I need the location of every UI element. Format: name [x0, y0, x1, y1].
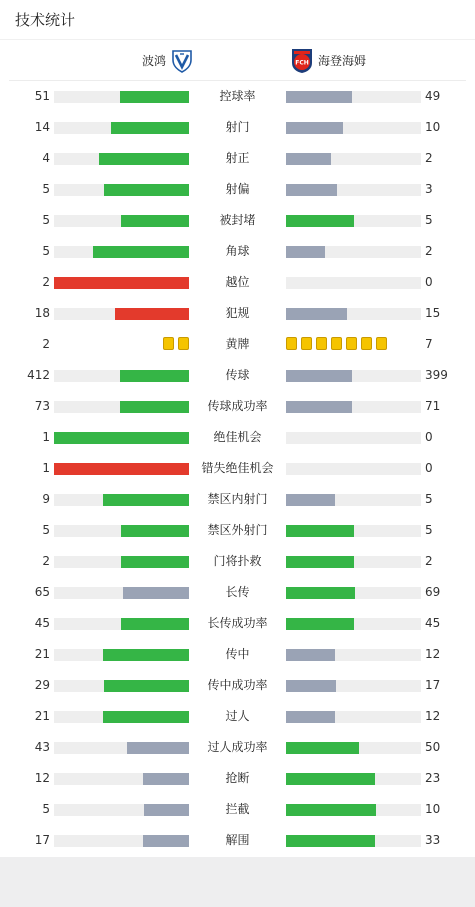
stat-row	[0, 174, 475, 205]
away-stat-bar-fill	[286, 308, 347, 320]
stat-label: 拦截	[225, 802, 250, 816]
home-stat-bar	[54, 401, 189, 413]
stat-row	[0, 236, 475, 267]
stat-label: 门将扑救	[213, 554, 262, 568]
home-stat-value: 12	[34, 771, 50, 785]
stat-row	[0, 515, 475, 546]
away-team[interactable]	[291, 40, 366, 81]
stat-row	[0, 143, 475, 174]
away-stat-value: 2	[425, 244, 433, 258]
away-stat-bar	[286, 122, 421, 134]
stat-label: 犯规	[225, 306, 250, 320]
away-stat-value: 12	[425, 647, 441, 661]
home-stat-value: 9	[42, 492, 50, 506]
stat-row	[0, 794, 475, 825]
stat-label: 错失绝佳机会	[201, 461, 274, 475]
away-stat-value: 5	[425, 213, 433, 227]
away-stat-value: 69	[425, 585, 441, 599]
away-stat-bar	[286, 153, 421, 165]
away-team-name: 海登海姆	[318, 54, 367, 68]
home-stat-bar	[54, 618, 189, 630]
home-stat-bar-fill	[111, 122, 189, 134]
away-stat-value: 15	[425, 306, 441, 320]
stat-label: 传球成功率	[207, 399, 268, 413]
away-stat-value: 33	[425, 833, 441, 847]
away-stat-value: 7	[425, 337, 433, 351]
away-stat-bar-fill	[286, 246, 325, 258]
home-stat-bar-fill	[54, 432, 189, 444]
away-stat-bar	[286, 742, 421, 754]
home-stat-value: 21	[34, 647, 50, 661]
away-yellow-cards	[286, 337, 387, 350]
away-stat-bar-fill	[286, 401, 352, 413]
home-stat-value: 5	[42, 213, 50, 227]
home-stat-value: 5	[42, 802, 50, 816]
yellow-card-icon	[331, 337, 342, 350]
home-stat-value: 1	[42, 430, 50, 444]
teams-header	[9, 40, 466, 81]
home-stat-value: 2	[42, 275, 50, 289]
stat-row	[0, 360, 475, 391]
home-stat-value: 2	[42, 337, 50, 351]
away-stat-bar	[286, 649, 421, 661]
page-title: 技术统计	[0, 0, 475, 40]
stat-label: 射偏	[225, 182, 250, 196]
away-stat-value: 399	[425, 368, 448, 382]
stat-row	[0, 329, 475, 360]
home-stat-value: 14	[34, 120, 50, 134]
home-stat-bar-fill	[120, 401, 189, 413]
home-stat-bar	[54, 153, 189, 165]
away-stat-value: 12	[425, 709, 441, 723]
away-stat-value: 17	[425, 678, 441, 692]
home-stat-bar-fill	[144, 804, 189, 816]
away-stat-bar-fill	[286, 494, 335, 506]
away-stat-bar	[286, 525, 421, 537]
away-stat-bar-fill	[286, 556, 354, 568]
away-stat-value: 0	[425, 430, 433, 444]
stat-row	[0, 81, 475, 112]
away-stat-bar-fill	[286, 91, 352, 103]
away-stat-bar	[286, 680, 421, 692]
home-stat-value: 18	[34, 306, 50, 320]
away-stat-value: 5	[425, 523, 433, 537]
yellow-card-icon	[163, 337, 174, 350]
home-stat-bar	[54, 711, 189, 723]
home-stat-value: 29	[34, 678, 50, 692]
away-stat-bar	[286, 91, 421, 103]
away-stat-bar-fill	[286, 184, 337, 196]
stat-row	[0, 825, 475, 856]
home-stat-bar-fill	[127, 742, 189, 754]
away-stat-value: 45	[425, 616, 441, 630]
away-stat-bar	[286, 401, 421, 413]
stat-label: 传球	[225, 368, 250, 382]
stat-label: 禁区外射门	[207, 523, 268, 537]
home-stat-value: 65	[34, 585, 50, 599]
yellow-card-icon	[376, 337, 387, 350]
stat-label: 越位	[225, 275, 250, 289]
yellow-card-icon	[178, 337, 189, 350]
home-stat-bar	[54, 432, 189, 444]
away-stat-value: 49	[425, 89, 441, 103]
home-stat-bar-fill	[121, 556, 189, 568]
stat-row	[0, 701, 475, 732]
home-stat-bar	[54, 246, 189, 258]
stat-label: 射正	[225, 151, 250, 165]
home-stat-value: 5	[42, 182, 50, 196]
away-stat-bar	[286, 370, 421, 382]
home-stat-value: 412	[27, 368, 50, 382]
home-stat-bar-fill	[103, 494, 189, 506]
stat-row	[0, 763, 475, 794]
svg-text:FCH: FCH	[295, 59, 309, 66]
home-stat-bar	[54, 494, 189, 506]
home-stat-bar	[54, 742, 189, 754]
stat-row	[0, 639, 475, 670]
stat-row	[0, 112, 475, 143]
home-stat-value: 73	[34, 399, 50, 413]
stat-label: 角球	[225, 244, 250, 258]
home-stat-value: 5	[42, 244, 50, 258]
home-stat-bar	[54, 122, 189, 134]
away-stat-bar-fill	[286, 680, 336, 692]
stat-label: 传中	[225, 647, 250, 661]
away-stat-bar	[286, 184, 421, 196]
home-stat-value: 51	[34, 89, 50, 103]
away-stat-bar	[286, 277, 421, 289]
away-stat-bar-fill	[286, 742, 359, 754]
away-stat-value: 0	[425, 275, 433, 289]
home-stat-bar	[54, 680, 189, 692]
stat-label: 绝佳机会	[213, 430, 262, 444]
home-team-logo-icon	[170, 49, 194, 73]
home-stat-bar	[54, 804, 189, 816]
away-stat-bar-fill	[286, 215, 354, 227]
stat-label: 解围	[225, 833, 250, 847]
home-team[interactable]	[142, 40, 194, 81]
stat-label: 禁区内射门	[207, 492, 268, 506]
yellow-card-icon	[286, 337, 297, 350]
stat-row	[0, 484, 475, 515]
away-stat-value: 2	[425, 151, 433, 165]
home-stat-bar-fill	[121, 618, 189, 630]
home-stat-bar-fill	[121, 215, 189, 227]
away-stat-bar	[286, 556, 421, 568]
away-stat-value: 23	[425, 771, 441, 785]
stat-label: 控球率	[219, 89, 256, 103]
stat-row	[0, 391, 475, 422]
away-stat-bar-fill	[286, 711, 335, 723]
away-stat-bar-fill	[286, 835, 375, 847]
home-stat-bar	[54, 277, 189, 289]
home-stat-bar-fill	[99, 153, 189, 165]
away-stat-bar-fill	[286, 804, 376, 816]
home-team-name: 波鸿	[141, 54, 166, 68]
stat-row	[0, 670, 475, 701]
away-stat-bar-fill	[286, 773, 375, 785]
home-stat-bar-fill	[54, 463, 189, 475]
away-stat-value: 10	[425, 802, 441, 816]
home-stat-bar	[54, 525, 189, 537]
home-stat-bar-fill	[120, 370, 189, 382]
home-stat-bar-fill	[143, 835, 189, 847]
away-stat-bar-fill	[286, 153, 331, 165]
home-stat-value: 1	[42, 461, 50, 475]
home-stat-bar-fill	[104, 680, 189, 692]
stat-row	[0, 298, 475, 329]
stat-label: 抢断	[225, 771, 250, 785]
home-stat-bar-fill	[143, 773, 189, 785]
yellow-card-icon	[361, 337, 372, 350]
home-stat-bar	[54, 556, 189, 568]
stat-row	[0, 267, 475, 298]
home-stat-value: 4	[42, 151, 50, 165]
home-stat-bar-fill	[103, 711, 189, 723]
home-stat-bar-fill	[123, 587, 189, 599]
away-stat-bar-fill	[286, 587, 355, 599]
stat-label: 黄牌	[225, 337, 250, 351]
home-stat-bar-fill	[103, 649, 189, 661]
home-stat-bar	[54, 308, 189, 320]
away-stat-bar	[286, 773, 421, 785]
away-stat-value: 0	[425, 461, 433, 475]
away-stat-value: 3	[425, 182, 433, 196]
home-stat-bar	[54, 184, 189, 196]
stat-label: 被封堵	[219, 213, 256, 227]
home-stat-bar	[54, 773, 189, 785]
stat-label: 射门	[225, 120, 250, 134]
stat-row	[0, 608, 475, 639]
home-stat-bar	[54, 370, 189, 382]
home-stat-bar-fill	[104, 184, 189, 196]
home-stat-bar	[54, 215, 189, 227]
home-stat-bar-fill	[93, 246, 189, 258]
stat-row	[0, 546, 475, 577]
yellow-card-icon	[301, 337, 312, 350]
away-stat-bar-fill	[286, 122, 343, 134]
away-stat-value: 50	[425, 740, 441, 754]
home-stat-value: 17	[34, 833, 50, 847]
away-stat-value: 10	[425, 120, 441, 134]
home-stat-bar	[54, 835, 189, 847]
stat-row	[0, 453, 475, 484]
stat-row	[0, 205, 475, 236]
away-stat-bar	[286, 835, 421, 847]
away-stat-value: 2	[425, 554, 433, 568]
away-stat-bar	[286, 711, 421, 723]
home-stat-value: 2	[42, 554, 50, 568]
away-stat-bar-fill	[286, 618, 354, 630]
home-stat-bar	[54, 649, 189, 661]
away-stat-bar	[286, 587, 421, 599]
away-stat-bar-fill	[286, 525, 354, 537]
yellow-card-icon	[316, 337, 327, 350]
away-stat-value: 5	[425, 492, 433, 506]
away-stat-bar	[286, 215, 421, 227]
away-stat-bar-fill	[286, 649, 335, 661]
away-stat-bar	[286, 308, 421, 320]
away-stat-bar-fill	[286, 370, 352, 382]
away-stat-bar	[286, 432, 421, 444]
away-team-logo-icon	[291, 48, 313, 74]
away-stat-value: 71	[425, 399, 441, 413]
stat-label: 过人成功率	[207, 740, 268, 754]
home-stat-bar-fill	[121, 525, 189, 537]
stat-row	[0, 732, 475, 763]
away-stat-bar	[286, 246, 421, 258]
home-stat-bar	[54, 463, 189, 475]
home-stat-bar-fill	[120, 91, 189, 103]
away-stat-bar	[286, 618, 421, 630]
home-stat-value: 43	[34, 740, 50, 754]
home-stat-value: 21	[34, 709, 50, 723]
home-stat-value: 45	[34, 616, 50, 630]
home-yellow-cards	[163, 337, 189, 350]
stat-row	[0, 422, 475, 453]
stat-label: 传中成功率	[207, 678, 268, 692]
away-stat-bar	[286, 494, 421, 506]
stat-label: 过人	[225, 709, 250, 723]
home-stat-bar-fill	[54, 277, 189, 289]
away-stat-bar	[286, 463, 421, 475]
yellow-card-icon	[346, 337, 357, 350]
stat-row	[0, 577, 475, 608]
home-stat-bar-fill	[115, 308, 189, 320]
stats-list	[0, 81, 475, 856]
stat-label: 长传成功率	[207, 616, 268, 630]
stat-label: 长传	[225, 585, 250, 599]
home-stat-bar	[54, 91, 189, 103]
home-stat-value: 5	[42, 523, 50, 537]
away-stat-bar	[286, 804, 421, 816]
home-stat-bar	[54, 587, 189, 599]
